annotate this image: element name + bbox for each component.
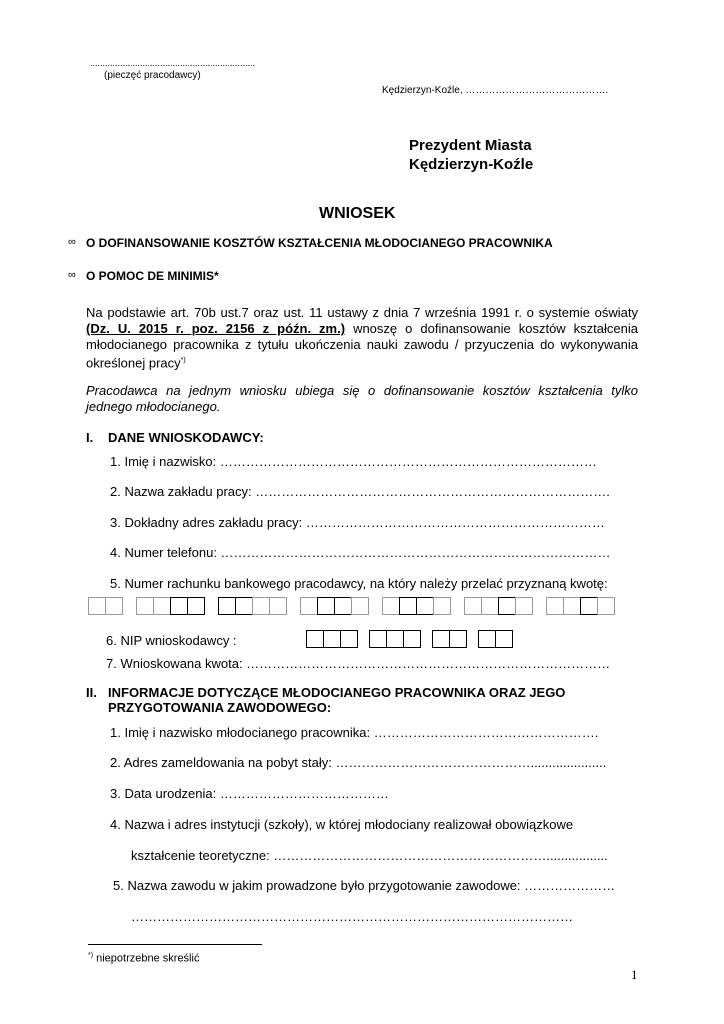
section-1-number: I.	[86, 430, 94, 445]
note-paragraph: Pracodawca na jednym wniosku ubiega się o dofinansowanie kosztów kształcenia tylko jednego młodocianego.	[86, 383, 638, 414]
addressee-line-2: Kędzierzyn-Koźle	[409, 156, 534, 173]
field-school[interactable]: kształcenie teoretyczne: ……………………………………………………….................	[131, 848, 608, 863]
footnote-divider	[88, 944, 262, 945]
option-bullet-icon[interactable]: ∞	[68, 269, 76, 281]
field-profession-label[interactable]: 5. Nazwa zawodu w jakim prowadzone było przygotowanie zawodowe: …………………	[113, 878, 616, 893]
stamp-dots: ..................................................................	[90, 58, 256, 68]
field-company-address[interactable]: 3. Dokładny adres zakładu pracy: ……………………………………………………………	[110, 515, 605, 530]
intro-footnote-mark: *)	[180, 357, 186, 364]
field-profession[interactable]: …………………………………………………………………………………………	[131, 909, 573, 924]
field-phone[interactable]: 4. Numer telefonu: ………………………………………………………………………………	[110, 545, 611, 560]
intro-part-1: Na podstawie art. 70b ust.7 oraz ust. 11 ustawy z dnia 7 września 1991 r. o systemie oświaty	[86, 305, 638, 320]
field-company-name[interactable]: 2. Nazwa zakładu pracy: ……………………………………………………………………….	[110, 484, 610, 499]
stamp-label: (pieczęć pracodawcy)	[104, 70, 201, 81]
addressee-line-1: Prezydent Miasta	[409, 137, 532, 154]
intro-paragraph	[86, 305, 638, 371]
intro-part-2: wnoszę o dofinansowanie kosztów kształcenia młodocianego pracownika z tytułu ukończenia nauki zawodu / przyuczenia do wykonywania określonej pracy	[86, 321, 638, 371]
section-1-heading: DANE WNIOSKODAWCY:	[108, 430, 264, 445]
page-title: WNIOSEK	[319, 205, 396, 222]
footnote-mark: *)	[88, 952, 94, 959]
law-reference: (Dz. U. 2015 r. poz. 2156 z późn. zm.)	[86, 321, 346, 336]
field-name[interactable]: 1. Imię i nazwisko: ……………………………………………………………………………	[110, 454, 597, 469]
nip-boxes[interactable]	[306, 630, 512, 648]
option-cofunding: O DOFINANSOWANIE KOSZTÓW KSZTAŁCENIA MŁODOCIANEGO PRACOWNIKA	[86, 236, 553, 250]
page-number: 1	[631, 967, 638, 982]
field-school-label: 4. Nazwa i adres instytucji (szkoły), w której młodociany realizował obowiązkowe	[110, 817, 574, 832]
section-2-heading-line-2: PRZYGOTOWANIA ZAWODOWEGO:	[108, 700, 332, 715]
footnote-text: niepotrzebne skreślić	[93, 952, 200, 965]
field-amount[interactable]: 7. Wnioskowana kwota: …………………………………………………………………………	[106, 656, 611, 671]
option-bullet-icon[interactable]: ∞	[68, 236, 76, 248]
footnote	[88, 952, 199, 965]
place-date-field[interactable]: Kędzierzyn-Koźle, …………………………………….	[382, 85, 609, 96]
option-de-minimis: O POMOC DE MINIMIS*	[86, 269, 219, 283]
bank-account-boxes[interactable]	[88, 597, 614, 615]
field-bank-account-label: 5. Numer rachunku bankowego pracodawcy, na który należy przelać przyznaną kwotę:	[110, 576, 608, 591]
section-2-number: II.	[86, 685, 97, 700]
field-youth-name[interactable]: 1. Imię i nazwisko młodocianego pracownika: …………………………………………….	[110, 725, 599, 740]
field-residence-address[interactable]: 2. Adres zameldowania na pobyt stały: ……………………………………….....................	[110, 755, 607, 770]
field-birth-date[interactable]: 3. Data urodzenia: …………………………………	[110, 786, 389, 801]
field-nip-label: 6. NIP wnioskodawcy :	[106, 633, 237, 648]
section-2-heading-line-1: INFORMACJE DOTYCZĄCE MŁODOCIANEGO PRACOWNIKA ORAZ JEGO	[108, 685, 566, 700]
